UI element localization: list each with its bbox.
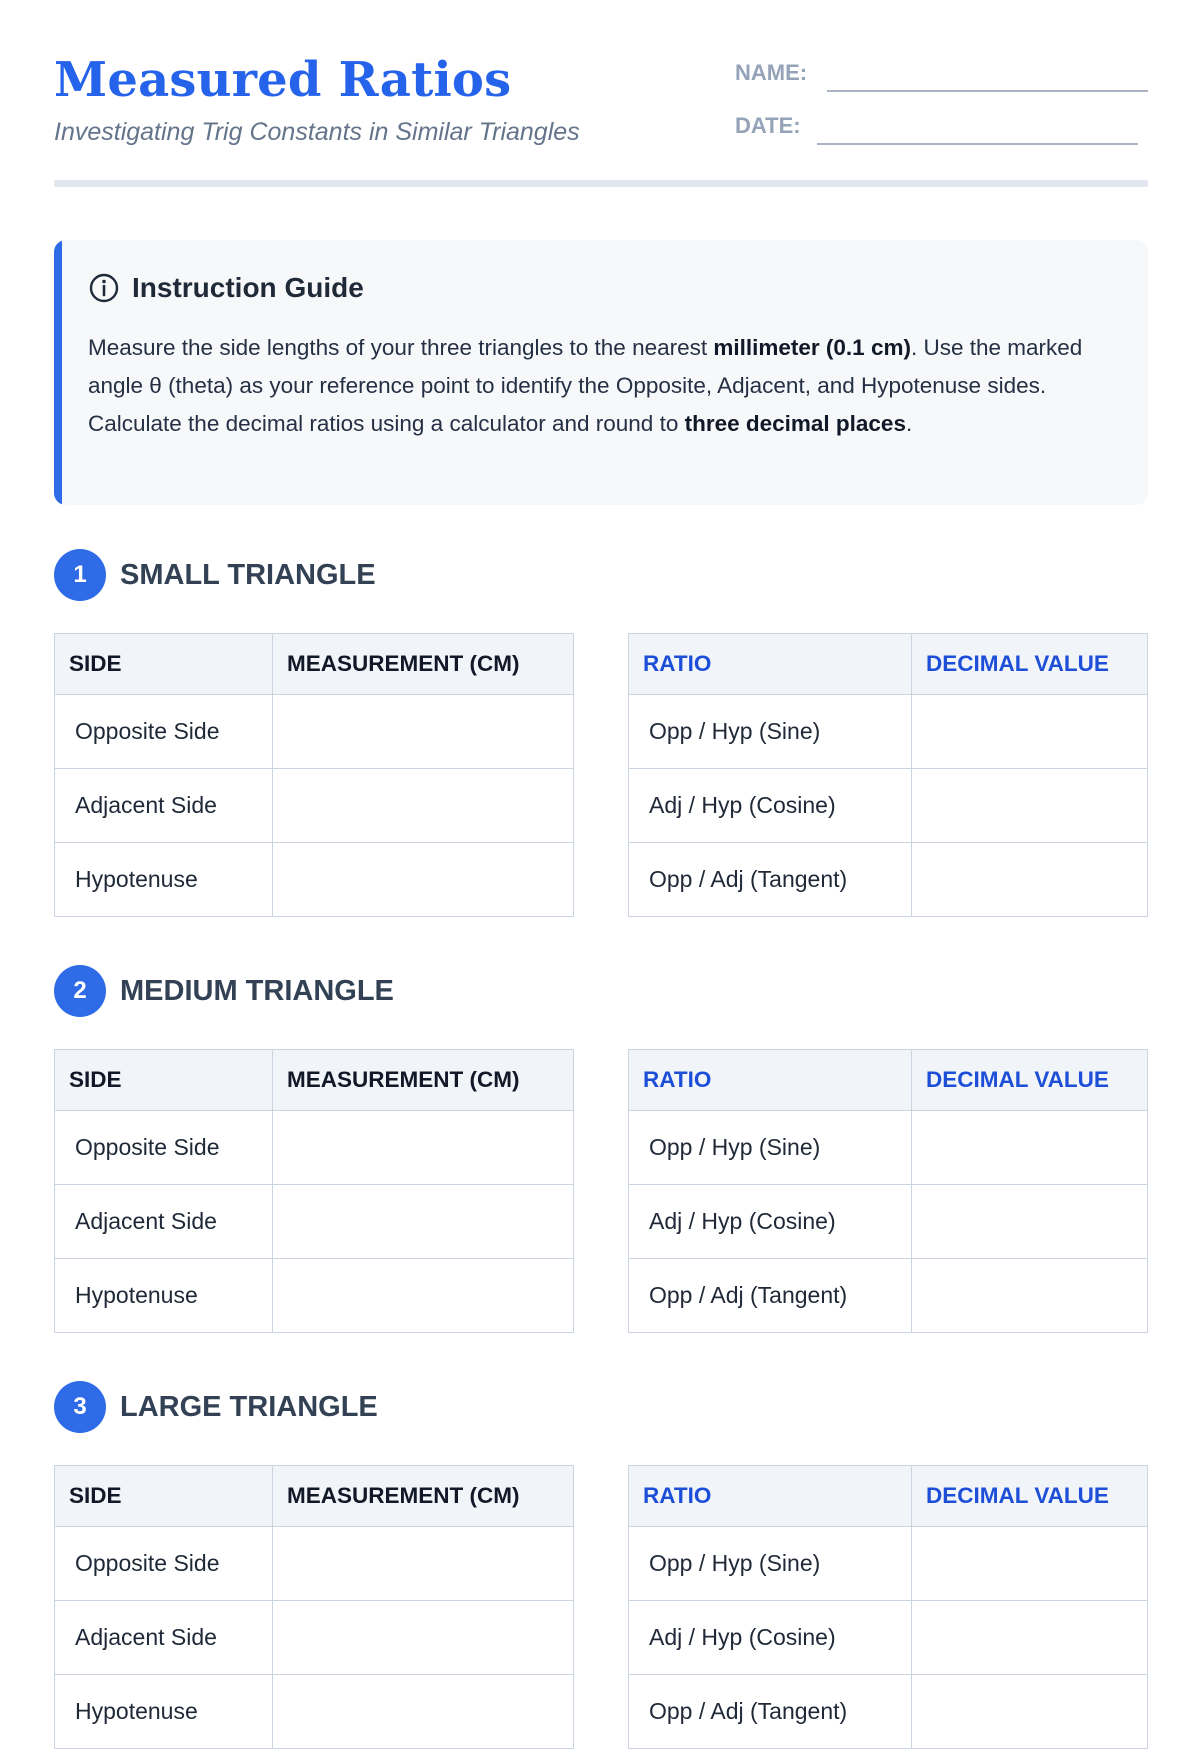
guide-heading bbox=[88, 272, 364, 304]
table-header-row bbox=[55, 1050, 574, 1111]
header-divider bbox=[54, 180, 1148, 187]
measurement-input-cell[interactable] bbox=[273, 843, 574, 917]
guide-text-part: . bbox=[905, 411, 913, 436]
table-row bbox=[55, 1527, 574, 1601]
ratio-column-header: RATIO bbox=[629, 1466, 912, 1527]
guide-title: Instruction Guide bbox=[132, 272, 364, 303]
side-column-header: SIDE bbox=[55, 1050, 273, 1111]
section-number-badge: 3 bbox=[54, 1381, 106, 1433]
table-row bbox=[629, 769, 1148, 843]
decimal-input-cell[interactable] bbox=[912, 695, 1148, 769]
table-header-row bbox=[55, 634, 574, 695]
measurement-input-cell[interactable] bbox=[273, 695, 574, 769]
measurement-input-cell[interactable] bbox=[273, 1259, 574, 1333]
section-title: MEDIUM TRIANGLE bbox=[120, 974, 394, 1007]
measurement-column-header: MEASUREMENT (CM) bbox=[273, 1050, 574, 1111]
guide-accent-bar bbox=[54, 240, 62, 505]
ratio-table bbox=[628, 1049, 1148, 1333]
table-row bbox=[629, 695, 1148, 769]
decimal-column-header: DECIMAL VALUE bbox=[912, 1466, 1148, 1527]
table-row bbox=[629, 1111, 1148, 1185]
side-name-cell: Adjacent Side bbox=[55, 769, 273, 843]
measurement-input-cell[interactable] bbox=[273, 1527, 574, 1601]
decimal-input-cell[interactable] bbox=[912, 1185, 1148, 1259]
guide-bold-rounding: three decimal places bbox=[684, 411, 906, 436]
date-label: DATE: bbox=[735, 113, 801, 138]
table-row bbox=[629, 1601, 1148, 1675]
decimal-input-cell[interactable] bbox=[912, 1527, 1148, 1601]
instruction-guide bbox=[54, 240, 1148, 505]
section-heading bbox=[54, 549, 376, 601]
side-name-cell: Hypotenuse bbox=[55, 1259, 273, 1333]
section-heading bbox=[54, 965, 394, 1017]
section-heading bbox=[54, 1381, 378, 1433]
table-row bbox=[55, 1675, 574, 1749]
table-row bbox=[55, 1111, 574, 1185]
name-label: NAME: bbox=[735, 60, 808, 85]
decimal-input-cell[interactable] bbox=[912, 1111, 1148, 1185]
ratio-name-cell: Opp / Hyp (Sine) bbox=[629, 1527, 912, 1601]
table-row bbox=[629, 1527, 1148, 1601]
page-subtitle: Investigating Trig Constants in Similar Triangles bbox=[54, 118, 580, 146]
decimal-column-header: DECIMAL VALUE bbox=[912, 1050, 1148, 1111]
ratio-name-cell: Opp / Hyp (Sine) bbox=[629, 1111, 912, 1185]
table-header-row bbox=[629, 634, 1148, 695]
section-number-badge: 1 bbox=[54, 549, 106, 601]
guide-bold-precision: millimeter (0.1 cm) bbox=[713, 335, 911, 360]
date-field[interactable] bbox=[817, 143, 1138, 145]
decimal-input-cell[interactable] bbox=[912, 1675, 1148, 1749]
measurement-input-cell[interactable] bbox=[273, 1185, 574, 1259]
side-name-cell: Opposite Side bbox=[55, 695, 273, 769]
measurement-input-cell[interactable] bbox=[273, 1601, 574, 1675]
measurement-input-cell[interactable] bbox=[273, 769, 574, 843]
table-row bbox=[55, 769, 574, 843]
measurement-table bbox=[54, 633, 574, 917]
measurement-column-header: MEASUREMENT (CM) bbox=[273, 1466, 574, 1527]
ratio-name-cell: Adj / Hyp (Cosine) bbox=[629, 1601, 912, 1675]
header bbox=[54, 0, 1148, 186]
ratio-name-cell: Opp / Hyp (Sine) bbox=[629, 695, 912, 769]
decimal-input-cell[interactable] bbox=[912, 1601, 1148, 1675]
info-icon bbox=[88, 272, 120, 304]
side-name-cell: Adjacent Side bbox=[55, 1601, 273, 1675]
ratio-column-header: RATIO bbox=[629, 1050, 912, 1111]
name-field[interactable] bbox=[827, 90, 1148, 92]
measurement-input-cell[interactable] bbox=[273, 1675, 574, 1749]
measurement-input-cell[interactable] bbox=[273, 1111, 574, 1185]
table-row bbox=[55, 1185, 574, 1259]
section-number-badge: 2 bbox=[54, 965, 106, 1017]
table-row bbox=[629, 1675, 1148, 1749]
table-row bbox=[629, 843, 1148, 917]
ratio-table bbox=[628, 633, 1148, 917]
ratio-name-cell: Opp / Adj (Tangent) bbox=[629, 1675, 912, 1749]
guide-text-part: . Use the marked angle θ (theta) as your reference point to identify the Opposite, Adjacent, and Hypotenuse sides. Calculate the decimal ratios using a calculator and round to bbox=[88, 335, 1083, 436]
table-header-row bbox=[629, 1050, 1148, 1111]
side-name-cell: Adjacent Side bbox=[55, 1185, 273, 1259]
measurement-column-header: MEASUREMENT (CM) bbox=[273, 634, 574, 695]
table-row bbox=[55, 1601, 574, 1675]
ratio-name-cell: Opp / Adj (Tangent) bbox=[629, 843, 912, 917]
side-column-header: SIDE bbox=[55, 1466, 273, 1527]
table-row bbox=[55, 843, 574, 917]
side-column-header: SIDE bbox=[55, 634, 273, 695]
side-name-cell: Opposite Side bbox=[55, 1527, 273, 1601]
worksheet-page bbox=[54, 0, 1148, 1724]
table-row bbox=[55, 695, 574, 769]
measurement-table bbox=[54, 1049, 574, 1333]
ratio-column-header: RATIO bbox=[629, 634, 912, 695]
table-header-row bbox=[55, 1466, 574, 1527]
ratio-name-cell: Adj / Hyp (Cosine) bbox=[629, 1185, 912, 1259]
table-header-row bbox=[629, 1466, 1148, 1527]
table-row bbox=[629, 1259, 1148, 1333]
section-title: LARGE TRIANGLE bbox=[120, 1390, 378, 1423]
decimal-input-cell[interactable] bbox=[912, 1259, 1148, 1333]
measurement-table bbox=[54, 1465, 574, 1749]
side-name-cell: Hypotenuse bbox=[55, 1675, 273, 1749]
table-row bbox=[629, 1185, 1148, 1259]
page-title: Measured Ratios bbox=[54, 52, 512, 108]
side-name-cell: Hypotenuse bbox=[55, 843, 273, 917]
ratio-table bbox=[628, 1465, 1148, 1749]
section-title: SMALL TRIANGLE bbox=[120, 558, 376, 591]
side-name-cell: Opposite Side bbox=[55, 1111, 273, 1185]
ratio-name-cell: Adj / Hyp (Cosine) bbox=[629, 769, 912, 843]
guide-text-part: Measure the side lengths of your three triangles to the nearest bbox=[88, 335, 714, 360]
table-row bbox=[55, 1259, 574, 1333]
ratio-name-cell: Opp / Adj (Tangent) bbox=[629, 1259, 912, 1333]
decimal-column-header: DECIMAL VALUE bbox=[912, 634, 1148, 695]
decimal-input-cell[interactable] bbox=[912, 843, 1148, 917]
decimal-input-cell[interactable] bbox=[912, 769, 1148, 843]
guide-text bbox=[88, 329, 1118, 443]
